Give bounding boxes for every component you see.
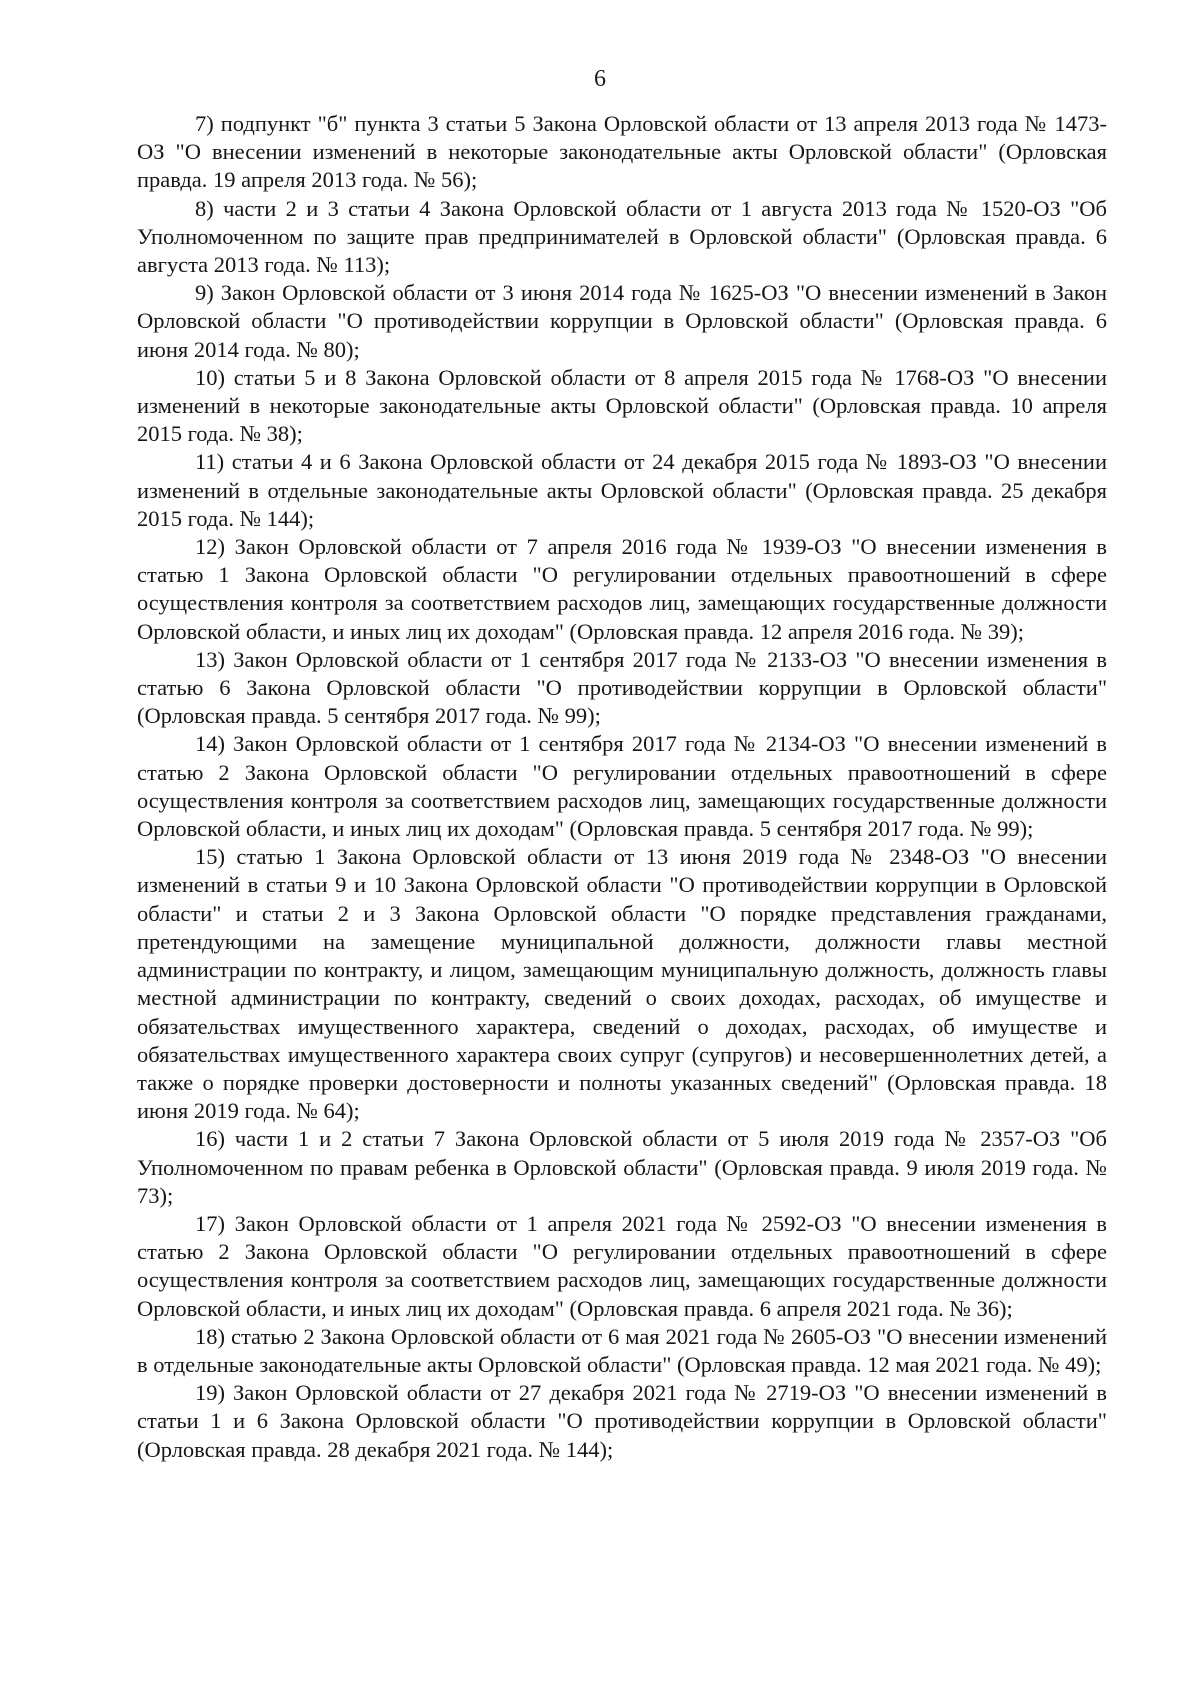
list-item: 14) Закон Орловской области от 1 сентября 2017 года № 2134-ОЗ "О внесении изменений в статью 2 Закона Орловской области "О регулировании отдельных правоотношений в сфере осуществления контроля за соответствием расходов лиц, замещающих государственные должности Орловской области, и иных лиц их доходам" (Орловская правда. 5 сентября 2017 года. № 99); [137,731,1107,842]
list-item: 10) статьи 5 и 8 Закона Орловской области от 8 апреля 2015 года № 1768-ОЗ "О внесении изменений в некоторые законодательные акты Орловской области" (Орловская правда. 10 апреля 2015 года. № 38); [137,364,1107,447]
list-item: 9) Закон Орловской области от 3 июня 2014 года № 1625-ОЗ "О внесении изменений в Закон Орловской области "О противодействии коррупции в Орловской области" (Орловская правда. 6 июня 2014 года. № 80); [137,280,1107,362]
list-item: 7) подпункт "б" пункта 3 статьи 5 Закона Орловской области от 13 апреля 2013 года № 1473-ОЗ "О внесении изменений в некоторые законодательные акты Орловской области" (Орловская правда. 19 апреля 2013 года. № 56); [137,111,1107,193]
list-item: 15) статью 1 Закона Орловской области от 13 июня 2019 года № 2348-ОЗ "О внесении изменений в статьи 9 и 10 Закона Орловской области "О противодействии коррупции в Орловской области" и статьи 2 и 3 Закона Орловской области "О порядке представления гражданами, претендующими на замещение муниципальной должности, должности главы местной администрации по контракту, и лицом, замещающим муниципальную должность, должность главы местной администрации по контракту, сведений о своих доходах, расходах, об имуществе и обязательствах имущественного характера, сведений о доходах, расходах, об имуществе и обязательствах имущественного характера своих супруг (супругов) и несовершеннолетних детей, а также о порядке проверки достоверности и полноты указанных сведений" (Орловская правда. 18 июня 2019 года. № 64); [137,844,1107,1124]
list-item: 13) Закон Орловской области от 1 сентября 2017 года № 2133-ОЗ "О внесении изменения в статью 6 Закона Орловской области "О противодействии коррупции в Орловской области" (Орловская правда. 5 сентября 2017 года. № 99); [137,646,1107,729]
list-item: 17) Закон Орловской области от 1 апреля 2021 года № 2592-ОЗ "О внесении изменения в статью 2 Закона Орловской области "О регулировании отдельных правоотношений в сфере осуществления контроля за соответствием расходов лиц, замещающих государственные должности Орловской области, и иных лиц их доходам" (Орловская правда. 6 апреля 2021 года. № 36); [137,1210,1107,1321]
list-item: 12) Закон Орловской области от 7 апреля 2016 года № 1939-ОЗ "О внесении изменения в статью 1 Закона Орловской области "О регулировании отдельных правоотношений в сфере осуществления контроля за соответствием расходов лиц, замещающих государственные должности Орловской области, и иных лиц их доходам" (Орловская правда. 12 апреля 2016 года. № 39); [137,534,1107,644]
list-item: 8) части 2 и 3 статьи 4 Закона Орловской области от 1 августа 2013 года № 1520-ОЗ "Об Уполномоченном по защите прав предпринимателей в Орловской области" (Орловская правда. 6 августа 2013 года. № 113); [137,195,1107,278]
list-item: 11) статьи 4 и 6 Закона Орловской области от 24 декабря 2015 года № 1893-ОЗ "О внесении изменений в отдельные законодательные акты Орловской области" (Орловская правда. 25 декабря 2015 года. № 144); [137,449,1107,531]
page-number: 6 [594,66,606,92]
list-item: 16) части 1 и 2 статьи 7 Закона Орловской области от 5 июля 2019 года № 2357-ОЗ "Об Уполномоченном по правам ребенка в Орловской области" (Орловская правда. 9 июля 2019 года. № 73); [137,1126,1107,1208]
document-body [137,110,1107,1464]
list-item: 18) статью 2 Закона Орловской области от 6 мая 2021 года № 2605-ОЗ "О внесении изменений в отдельные законодательные акты Орловской области" (Орловская правда. 12 мая 2021 года. № 49); [137,1323,1107,1377]
list-item: 19) Закон Орловской области от 27 декабря 2021 года № 2719-ОЗ "О внесении изменений в статьи 1 и 6 Закона Орловской области "О противодействии коррупции в Орловской области" (Орловская правда. 28 декабря 2021 года. № 144); [137,1380,1107,1462]
